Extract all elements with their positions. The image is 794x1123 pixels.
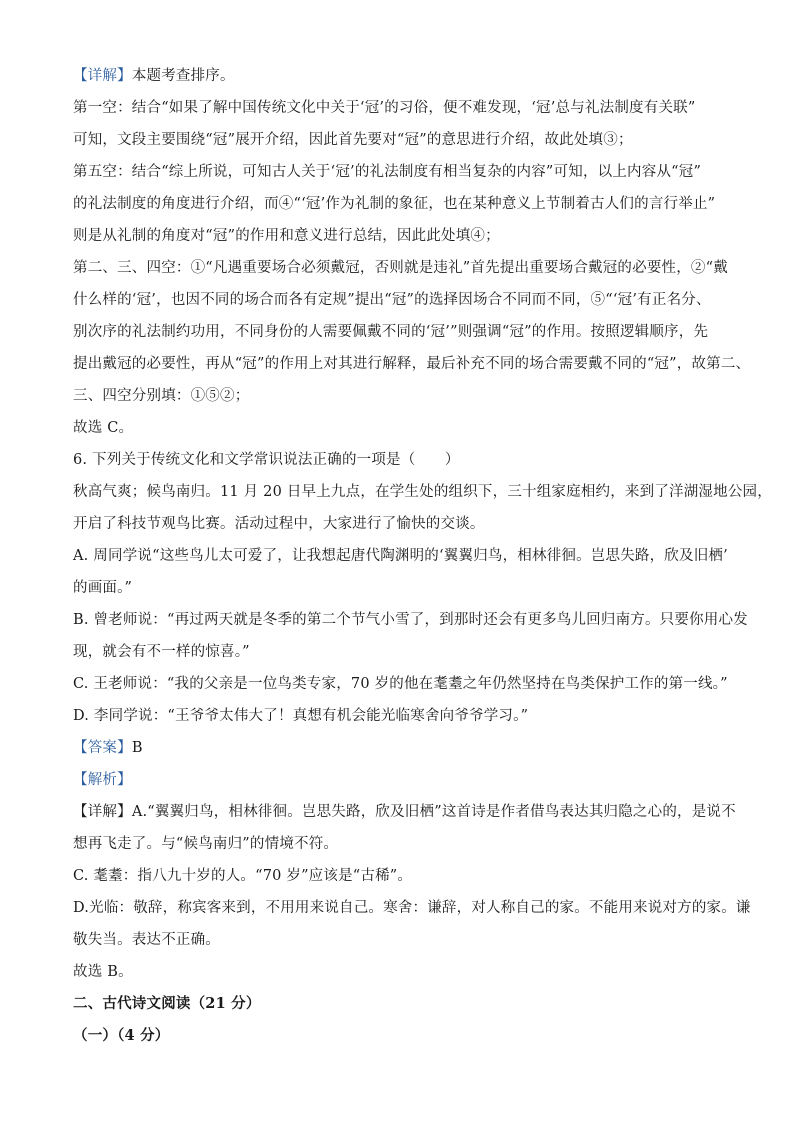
analysis-line (73, 764, 733, 796)
option-a-continued: 的画面。” (73, 580, 133, 596)
option-d: D. 李同学说：“王爷爷太伟大了！真想有机会能光临寒舍向爷爷学习。” (73, 708, 529, 724)
explanation-line: 第五空：结合“综上所说，可知古人关于‘冠’的礼法制度有相当复杂的内容”可知，以上内容从“冠” (73, 164, 702, 180)
answer-value: B (131, 740, 143, 756)
passage-line: 开启了科技节观鸟比赛。活动过程中，大家进行了愉快的交谈。 (73, 516, 485, 532)
explanation-line: 什么样的‘冠’，也因不同的场合而各有定规”提出“冠”的选择因场合不同而不同，⑤“‘冠’有正名分、 (73, 292, 711, 308)
detail-line: C. 耄耋：指八九十岁的人。“70 岁”应该是“古稀”。 (73, 868, 413, 884)
detail-line: 【详解】A.“翼翼归鸟，相林徘徊。岂思失路，欣及旧栖”这首诗是作者借鸟表达其归隐之心的，是说不 (73, 804, 736, 820)
passage-line: 秋高气爽；候鸟南归。11 月 20 日早上九点，在学生处的组织下，三十组家庭相约，来到了洋湖湿地公园， (73, 484, 772, 500)
explanation-line: 可知，文段主要围绕“冠”展开介绍，因此首先要对“冠”的意思进行介绍，故此处填③； (73, 132, 633, 148)
detail-tag: 【详解】 (73, 68, 132, 84)
option-b: B. 曾老师说：“再过两天就是冬季的第二个节气小雪了，到那时还会有更多鸟儿回归南方。只要你用心发 (73, 612, 748, 628)
option-a: A. 周同学说“这些鸟儿太可爱了，让我想起唐代陶渊明的‘翼翼归鸟，相林徘徊。岂思失路，欣及旧栖’ (73, 548, 728, 564)
section-subheading: （一）（4 分） (73, 1027, 170, 1044)
document-page (73, 60, 772, 1052)
option-c: C. 王老师说：“我的父亲是一位鸟类专家，70 岁的他在耄耋之年仍然坚持在鸟类保护工作的第一线。” (73, 676, 728, 692)
detail-line: D.光临：敬辞，称宾客来到，不用用来说自己。寒舍：谦辞，对人称自己的家。不能用来说对方的家。谦 (73, 900, 751, 916)
answer-line (73, 732, 733, 764)
explanation-line: 第一空：结合“如果了解中国传统文化中关于‘冠’的习俗，便不难发现，‘冠’总与礼法制度有关联” (73, 100, 696, 116)
explanation-conclusion: 故选 C。 (73, 420, 134, 436)
explanation-line: 别次序的礼法制约功用，不同身份的人需要佩戴不同的‘冠’”则强调“冠”的作用。按照逻辑顺序，先 (73, 324, 709, 340)
analysis-tag: 【解析】 (73, 772, 132, 788)
question-stem: 6. 下列关于传统文化和文学常识说法正确的一项是（ ） (73, 452, 460, 468)
answer-tag: 【答案】 (73, 740, 132, 756)
detail-conclusion: 故选 B。 (73, 964, 133, 980)
option-b-continued: 现，就会有不一样的惊喜。” (73, 644, 250, 660)
explanation-line: 第二、三、四空：①“凡遇重要场合必须戴冠，否则就是违礼”首先提出重要场合戴冠的必要性，②“戴 (73, 260, 728, 276)
explanation-line: 【详解】本题考查排序。 (73, 68, 235, 84)
detail-tag: 【详解】 (73, 804, 132, 820)
detail-line: 敬失当。表达不正确。 (73, 932, 220, 948)
explanation-line: 的礼法制度的角度进行介绍，而④“‘冠’作为礼制的象征，也在某种意义上节制着古人们的言行举止” (73, 196, 716, 212)
explanation-line: 提出戴冠的必要性，再从“冠”的作用上对其进行解释，最后补充不同的场合需要戴不同的“冠”，故第二、 (73, 356, 751, 372)
explanation-line: 三、四空分别填：①⑤②； (73, 388, 250, 404)
section-heading: 二、古代诗文阅读（21 分） (73, 995, 261, 1012)
detail-line: 想再飞走了。与“候鸟南归”的情境不符。 (73, 836, 339, 852)
explanation-line: 则是从礼制的角度对“冠”的作用和意义进行总结，因此此处填④； (73, 228, 500, 244)
